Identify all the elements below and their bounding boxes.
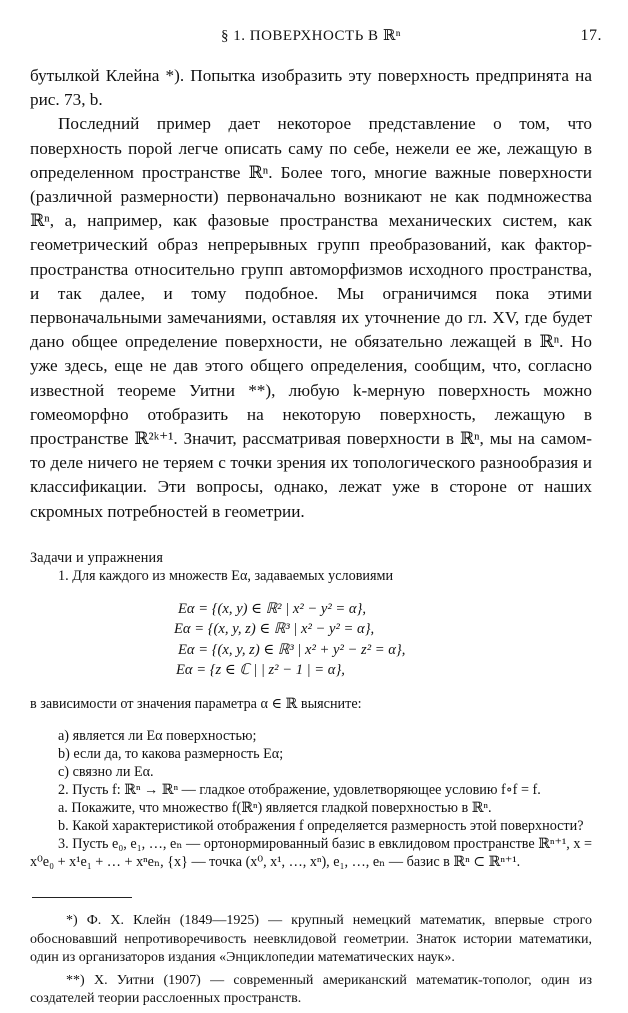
list-item: a. Покажите, что множество f(ℝⁿ) является гладкой поверхностью в ℝⁿ. <box>58 800 492 817</box>
footnote-klein: *) Ф. Х. Клейн (1849—1925) — крупный немецкий математик, впервые строго обосновавший непротиворечивость неевклидовой геометрии. Знаток истории математики, один из организаторов издания «Энциклопедии математических наук». <box>30 913 592 966</box>
paragraph-1: бутылкой Клейна *). Попытка изобразить эту поверхность предпринята на рис. 73, b. <box>30 66 592 110</box>
equation: Eα = {(x, y, z) ∈ ℝ³ | x² + y² − z² = α}, <box>178 641 406 658</box>
equation-block <box>30 599 592 681</box>
running-header <box>30 24 602 54</box>
equation: Eα = {z ∈ ℂ | | z² − 1 | = α}, <box>176 662 345 679</box>
footnote-divider <box>32 897 132 898</box>
task-1-intro: 1. Для каждого из множеств Eα, задаваемых условиями <box>58 567 394 584</box>
list-item: a) является ли Eα поверхностью; <box>58 728 257 745</box>
paragraph-2: Последний пример дает некоторое представление о том, что поверхность порой легче описать саму по себе, нежели ее же, лежащую в определенном пространстве ℝⁿ. Более того, многие важные поверхности (различной размерности) первоначально возникают не как подмножества ℝⁿ, а, например, как фазовые пространства механических систем, как геометрический образ непрерывных групп преобразований, как фактор-пространства относительно групп автоморфизмов исходного пространства, и так далее, и тому подобное. Мы ограничимся пока этими первоначальными замечаниями, оставляя их уточнение до гл. XV, где будет дано общее определение поверхности, не обязательно лежащей в ℝⁿ. Но уже здесь, еще не дав этого общего определения, сообщим, что, согласно известной теореме Уитни **), любую k-мерную поверхность можно гомеоморфно отобразить на некоторую поверхность, лежащую в пространстве ℝ²ᵏ⁺¹. Значит, рассматривая поверхности в ℝⁿ, мы на самом-то деле ничего не теряем с точки зрения их топологического разнообразия и классификации. Эти вопросы, однако, лежат уже в стороне от наших скромных потребностей в геометрии. <box>30 114 592 521</box>
exercises-heading: Задачи и упражнения <box>30 549 164 566</box>
list-item: b) если да, то какова размерность Eα; <box>58 746 284 763</box>
task-1-items <box>30 727 592 781</box>
equation: Eα = {(x, y, z) ∈ ℝ³ | x² − y² = α}, <box>174 621 375 638</box>
footnote-whitney: **) Х. Уитни (1907) — современный американский математик-тополог, один из создателей теории расслоенных пространств. <box>30 972 592 1007</box>
running-title: § 1. ПОВЕРХНОСТЬ В ℝⁿ <box>220 28 402 44</box>
list-item: c) связно ли Eα. <box>58 764 154 781</box>
footnotes <box>30 912 592 1009</box>
task-2-items <box>30 799 592 835</box>
equation: Eα = {(x, y) ∈ ℝ² | x² − y² = α}, <box>178 600 367 617</box>
task-3: 3. Пусть e₀, e₁, …, eₙ — ортонормированный базис в евклидовом пространстве ℝⁿ⁺¹, x = x⁰e₀ + x¹e₁ + … + xⁿeₙ, {x} — точка (x⁰, x¹, …, xⁿ), e₁, …, eₙ — базис в ℝⁿ ⊂ ℝⁿ⁺¹. <box>30 836 592 871</box>
exercises-block <box>30 567 592 871</box>
task-2-intro: 2. Пусть f: ℝⁿ → ℝⁿ — гладкое отображение, удовлетворяющее условию f∘f = f. <box>58 782 541 799</box>
task-1-question: в зависимости от значения параметра α ∈ ℝ выясните: <box>30 696 362 713</box>
page-number: 17. <box>580 27 602 44</box>
list-item: b. Какой характеристикой отображения f определяется размерность этой поверхности? <box>58 818 584 835</box>
main-text <box>30 64 592 524</box>
page <box>30 24 602 1013</box>
